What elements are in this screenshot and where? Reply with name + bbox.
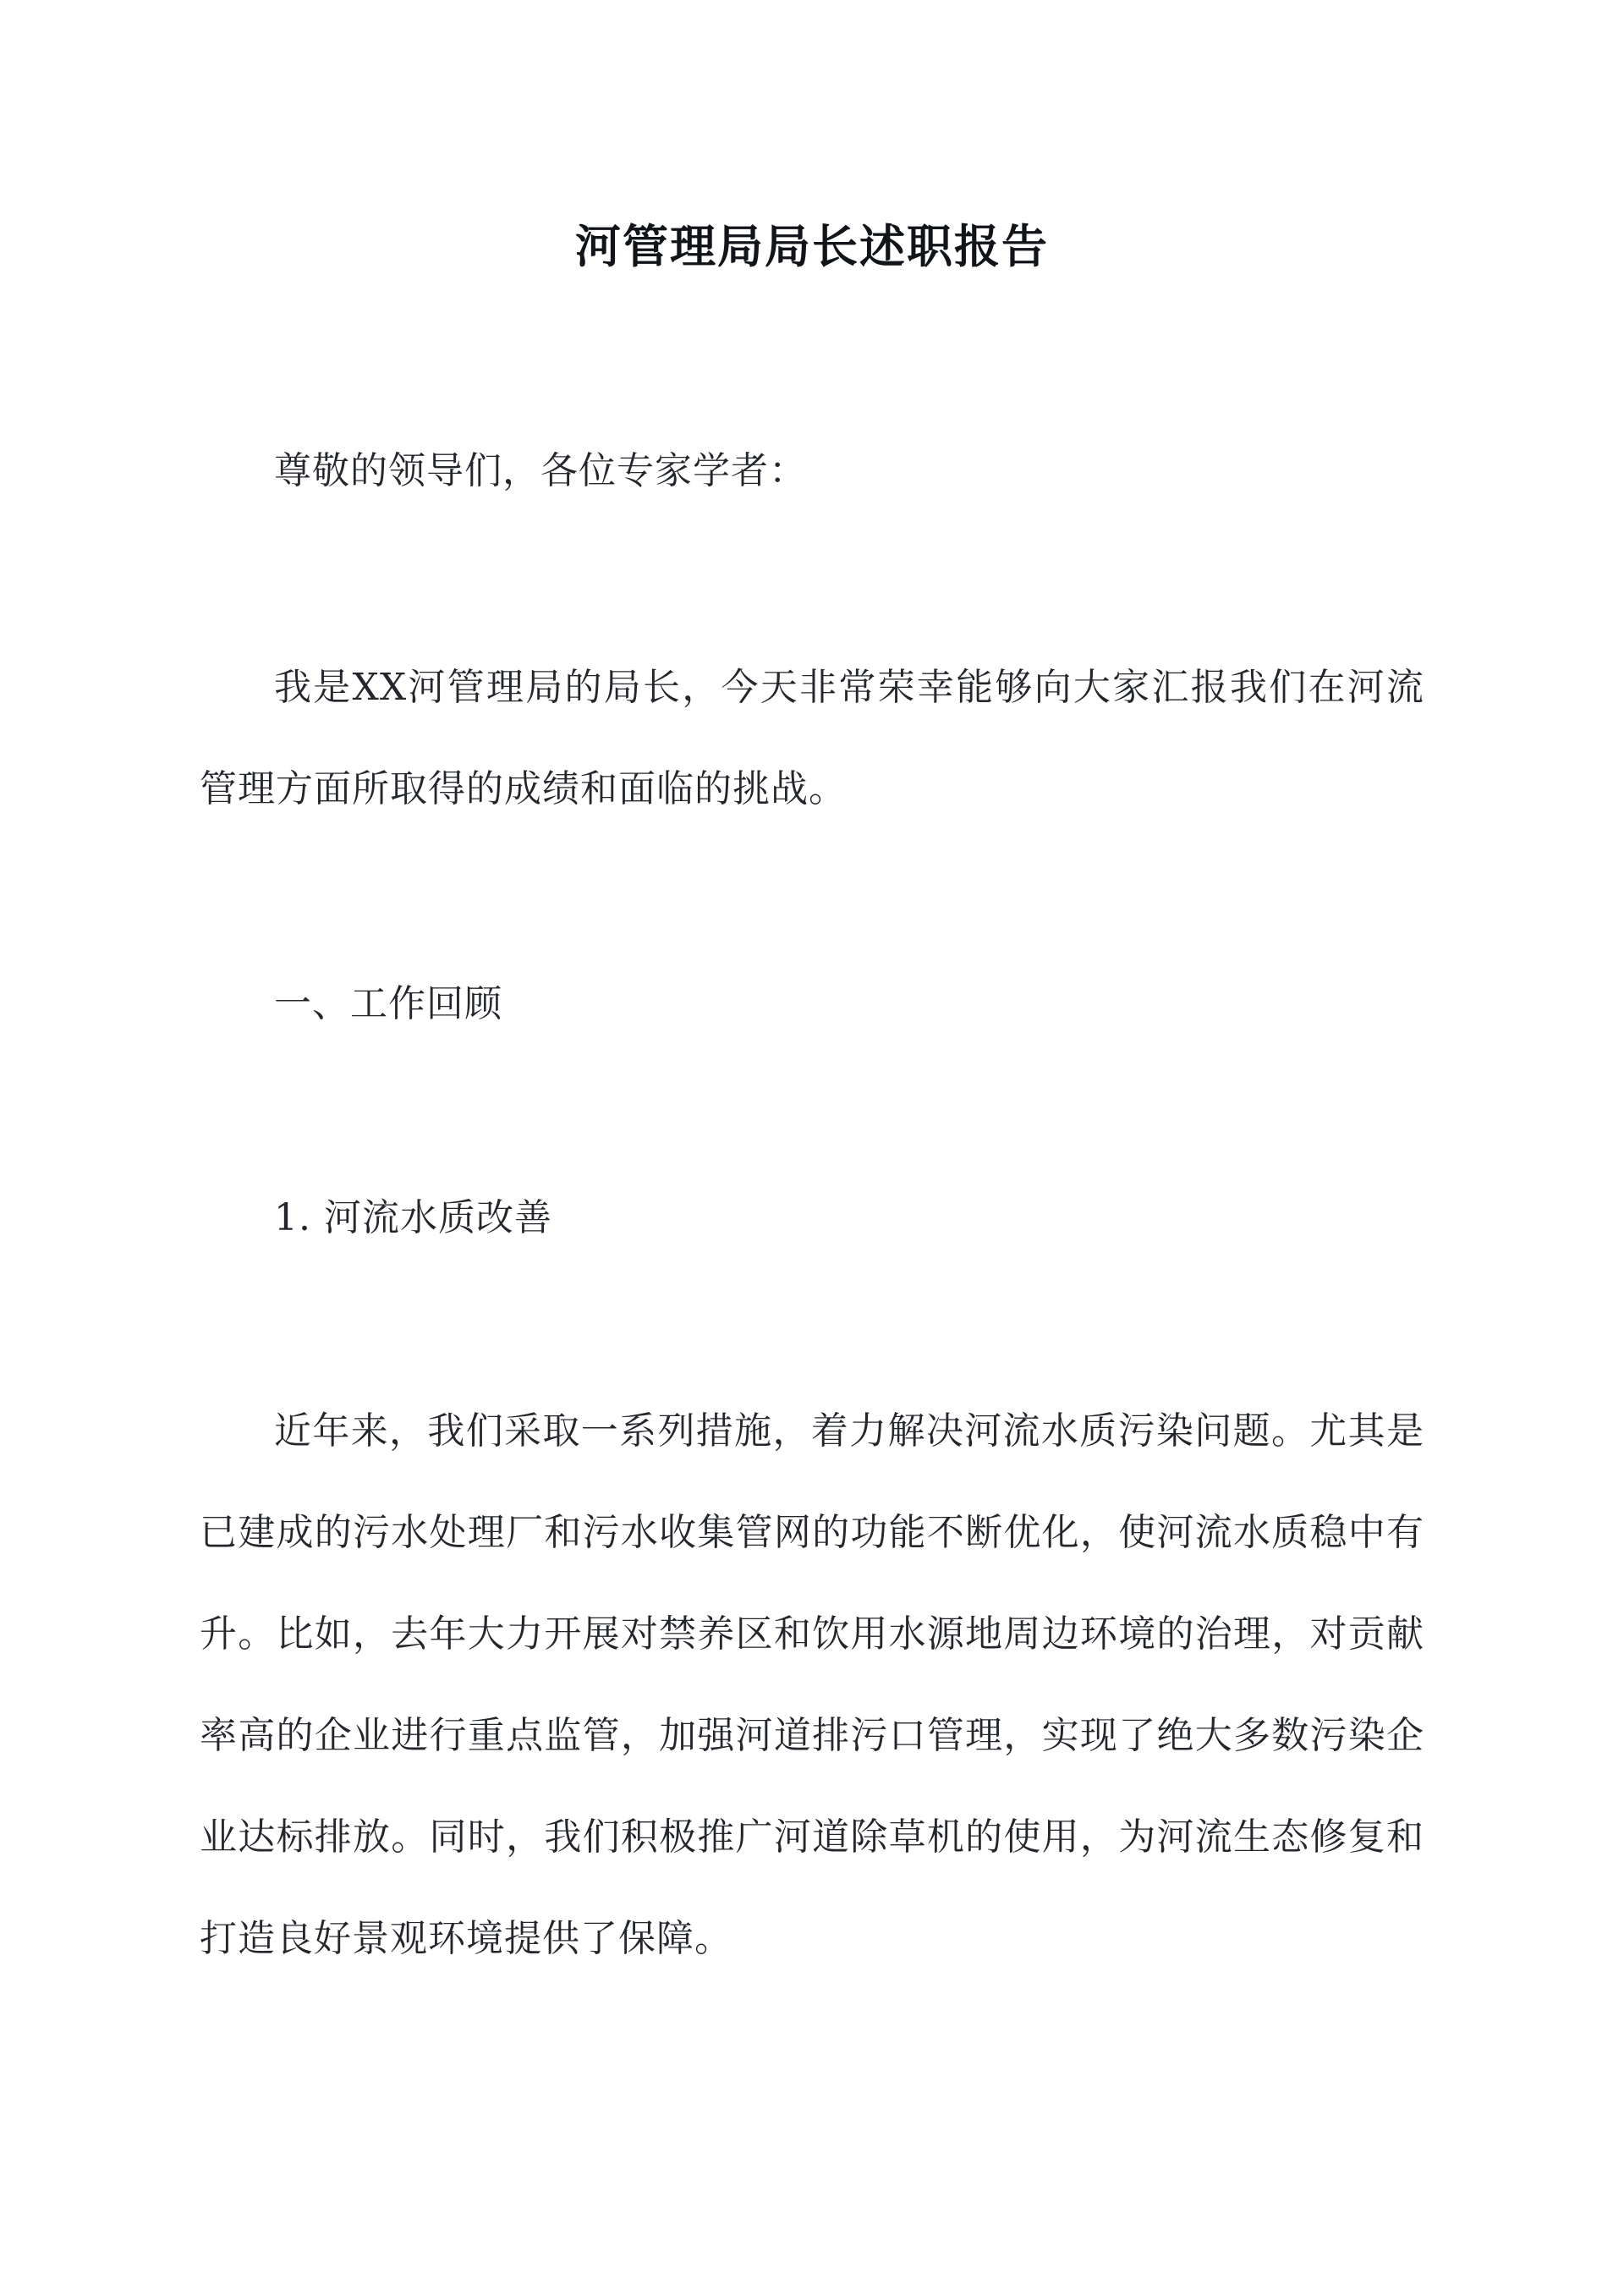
page-title: 河管理局局长述职报告	[575, 219, 1049, 274]
body-paragraph: 近年来，我们采取一系列措施，着力解决河流水质污染问题。尤其是已建成的污水处理厂和污水收集管网的功能不断优化，使河流水质稳中有升。比如，去年大力开展对禁养区和饮用水源地周边环境的治理，对贡献率高的企业进行重点监管，加强河道排污口管理，实现了绝大多数污染企业达标排放。同时，我们积极推广河道除草机的使用，为河流生态修复和打造良好景观环境提供了保障。	[200, 1409, 1424, 1960]
section-heading: 一、工作回顾	[274, 982, 502, 1025]
subsection-heading: 1. 河流水质改善	[274, 1196, 552, 1239]
salutation-paragraph: 尊敬的领导们，各位专家学者：	[274, 449, 807, 492]
intro-paragraph: 我是XX河管理局的局长，今天非常荣幸能够向大家汇报我们在河流管理方面所取得的成绩和面临的挑战。	[200, 666, 1424, 810]
